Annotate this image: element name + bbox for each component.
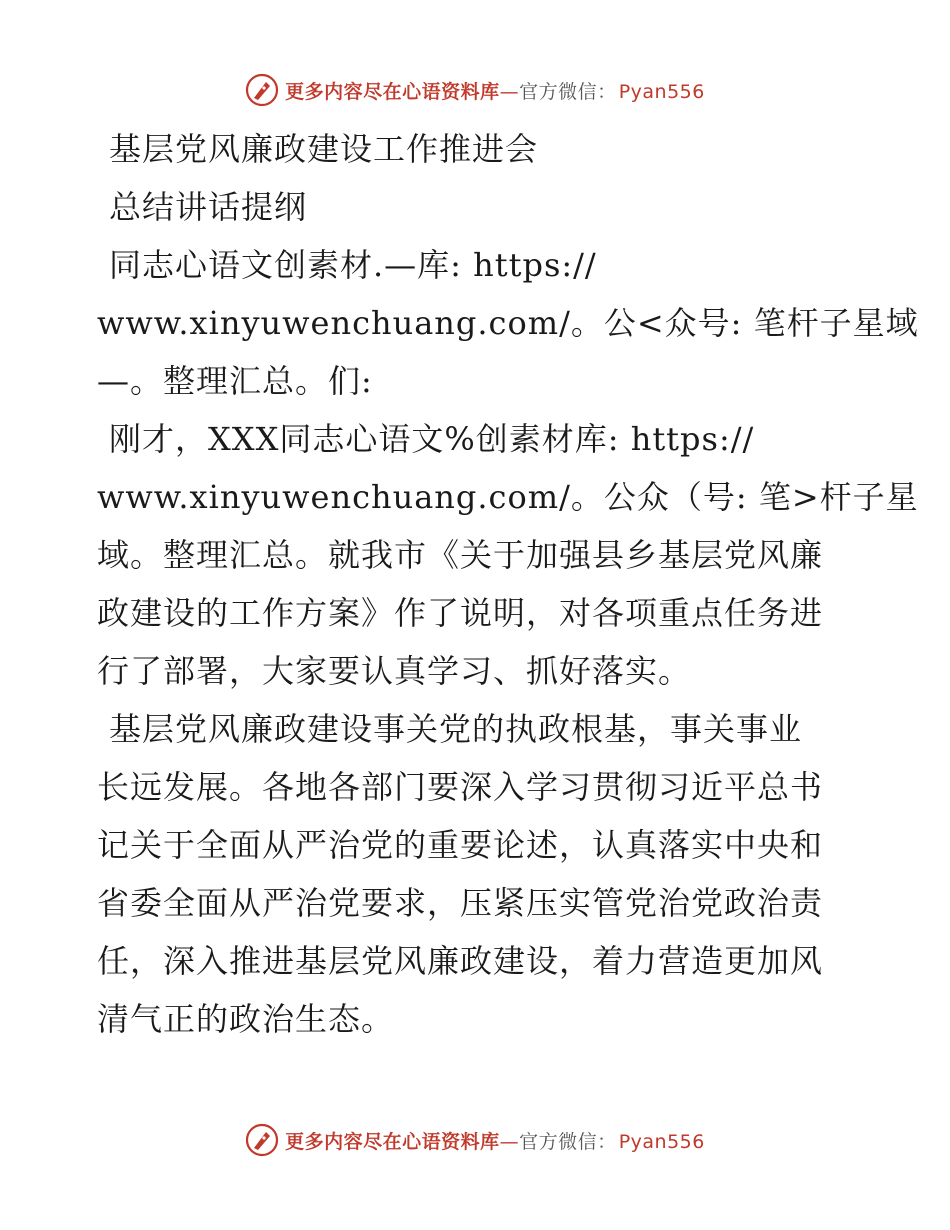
paragraph-line: 清气正的政治生态。 xyxy=(97,1000,395,1038)
paragraph-line: —。整理汇总。们: xyxy=(97,362,373,400)
paragraph-line: 行了部署，大家要认真学习、抓好落实。 xyxy=(97,652,692,690)
watermark-wechat-id: Pyan556 xyxy=(618,1130,705,1153)
paragraph-line: 记关于全面从严治党的重要论述，认真落实中央和 xyxy=(97,826,824,864)
paragraph-line: 基层党风廉政建设事关党的执政根基，事关事业 xyxy=(109,710,803,748)
title-line-2: 总结讲话提纲 xyxy=(109,188,308,226)
watermark-text xyxy=(285,1127,705,1154)
watermark-wechat-label: 官方微信： xyxy=(519,1130,617,1153)
watermark-dash: — xyxy=(499,80,520,103)
watermark-banner-top xyxy=(0,70,950,110)
paragraph-line: 任，深入推进基层党风廉政建设，着力营造更加风 xyxy=(97,942,824,980)
paragraph-line: 省委全面从严治党要求，压紧压实管党治党政治责 xyxy=(97,884,824,922)
paragraph-3 xyxy=(97,700,857,1048)
document-body xyxy=(97,120,919,1048)
pen-nib-logo-icon xyxy=(245,1123,279,1157)
paragraph-1 xyxy=(97,236,919,410)
paragraph-2 xyxy=(97,410,919,700)
paragraph-line: www.xinyuwenchuang.com/。公<众号: 笔杆子星域 xyxy=(97,304,919,342)
paragraph-line: 长远发展。各地各部门要深入学习贯彻习近平总书 xyxy=(97,768,824,806)
watermark-dash: — xyxy=(499,1130,520,1153)
watermark-banner-bottom xyxy=(0,1120,950,1160)
paragraph-line: 政建设的工作方案》作了说明，对各项重点任务进 xyxy=(97,594,824,632)
paragraph-line: www.xinyuwenchuang.com/。公众（号: 笔>杆子星 xyxy=(97,478,919,516)
watermark-site: 更多内容尽在心语资料库 xyxy=(285,80,500,103)
paragraph-line: 同志心语文创素材.—库: https:// xyxy=(109,246,597,284)
pen-nib-logo-icon xyxy=(245,73,279,107)
paragraph-line: 域。整理汇总。就我市《关于加强县乡基层党风廉 xyxy=(97,536,824,574)
watermark-wechat-label: 官方微信： xyxy=(519,80,617,103)
watermark-text xyxy=(285,77,705,104)
watermark-wechat-id: Pyan556 xyxy=(618,80,705,103)
paragraph-line: 刚才，XXX同志心语文%创素材库: https:// xyxy=(109,420,755,458)
title-line-1: 基层党风廉政建设工作推进会 xyxy=(109,130,539,168)
watermark-site: 更多内容尽在心语资料库 xyxy=(285,1130,500,1153)
